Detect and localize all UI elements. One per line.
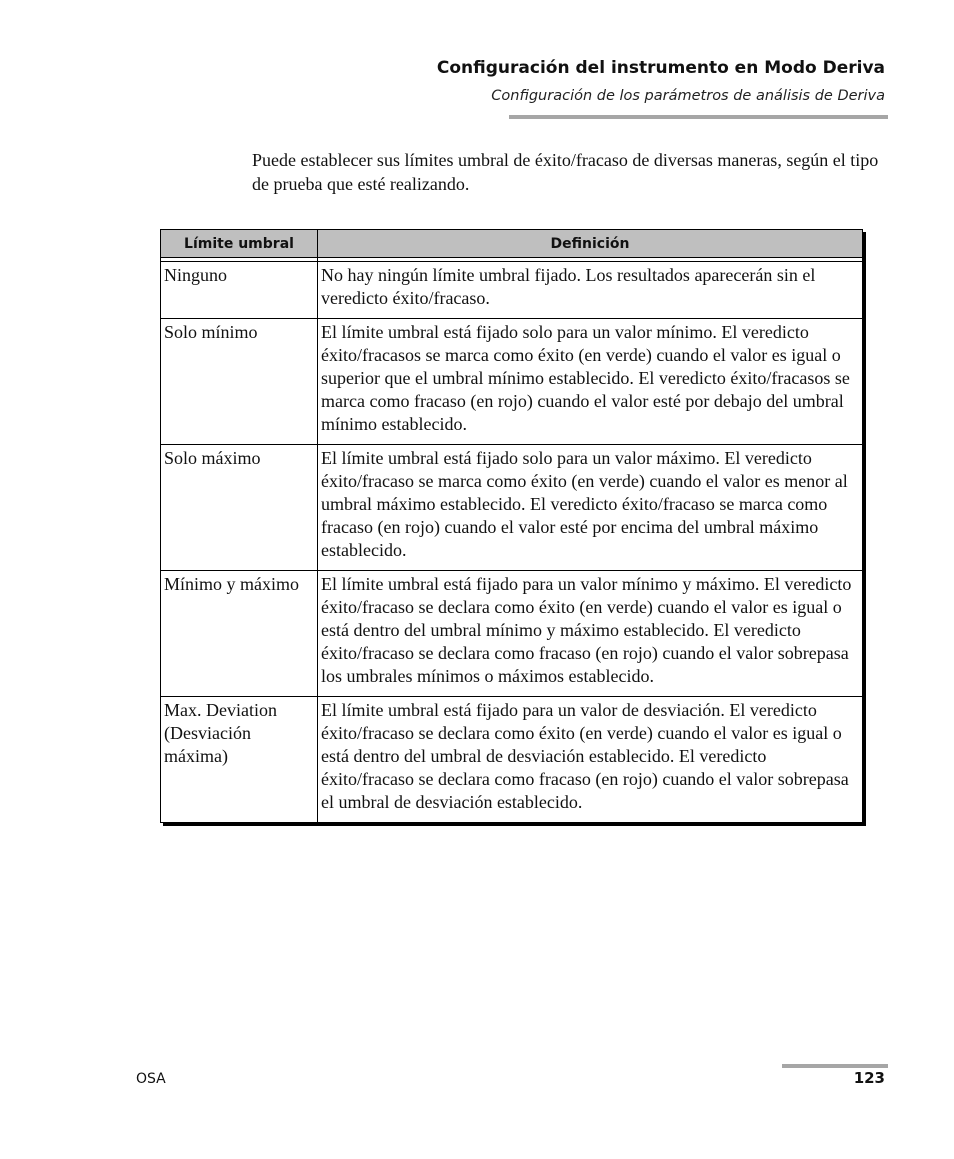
definition-cell: El límite umbral está fijado solo para un valor mínimo. El veredicto éxito/fracasos se marca como éxito (en verde) cuando el valor es igual o superior que el umbral mínimo establecido. El veredicto éxito/fracasos se marca como fracaso (en rojo) cuando el valor esté por debajo del umbral mínimo establecido. (318, 319, 863, 445)
limit-cell: Max. Deviation (Desviación máxima) (161, 697, 318, 823)
definition-cell: El límite umbral está fijado para un valor de desviación. El veredicto éxito/fracaso se declara como éxito (en verde) cuando el valor es igual o está dentro del umbral de desviación establecido. El veredicto éxito/fracaso se declara como fracaso (en rojo) cuando el valor sobrepasa el umbral de desviación establecido. (318, 697, 863, 823)
definition-cell: El límite umbral está fijado para un valor mínimo y máximo. El veredicto éxito/fracaso se declara como éxito (en verde) cuando el valor es igual o está dentro del umbral mínimo y máximo establecido. El veredicto éxito/fracaso se declara como fracaso (en rojo) cuando el valor sobrepasa los umbrales mínimos o máximos establecido. (318, 571, 863, 697)
threshold-table (160, 229, 863, 823)
footer-rule (782, 1064, 888, 1068)
definition-cell: No hay ningún límite umbral fijado. Los resultados aparecerán sin el veredicto éxito/fracaso. (318, 262, 863, 319)
column-header-definition: Definición (318, 230, 863, 258)
limit-cell: Mínimo y máximo (161, 571, 318, 697)
running-header-subtitle: Configuración de los parámetros de análisis de Deriva (491, 88, 885, 104)
limit-cell: Ninguno (161, 262, 318, 319)
table-row (161, 319, 863, 445)
header-rule (509, 115, 888, 119)
running-header-title: Configuración del instrumento en Modo Deriva (436, 58, 885, 78)
table-row (161, 445, 863, 571)
intro-paragraph: Puede establecer sus límites umbral de éxito/fracaso de diversas maneras, según el tipo de prueba que esté realizando. (252, 150, 879, 194)
definition-cell: El límite umbral está fijado solo para un valor máximo. El veredicto éxito/fracaso se marca como éxito (en verde) cuando el valor es menor al umbral máximo establecido. El veredicto éxito/fracaso se marca como fracaso (en rojo) cuando el valor esté por encima del umbral máximo establecido. (318, 445, 863, 571)
table-row (161, 262, 863, 319)
footer-product-label: OSA (136, 1071, 166, 1087)
column-header-limit: Límite umbral (161, 230, 318, 258)
limit-cell: Solo mínimo (161, 319, 318, 445)
table-header-row (161, 230, 863, 258)
table-row (161, 571, 863, 697)
limit-cell: Solo máximo (161, 445, 318, 571)
page-number: 123 (853, 1069, 885, 1087)
table-row (161, 697, 863, 823)
